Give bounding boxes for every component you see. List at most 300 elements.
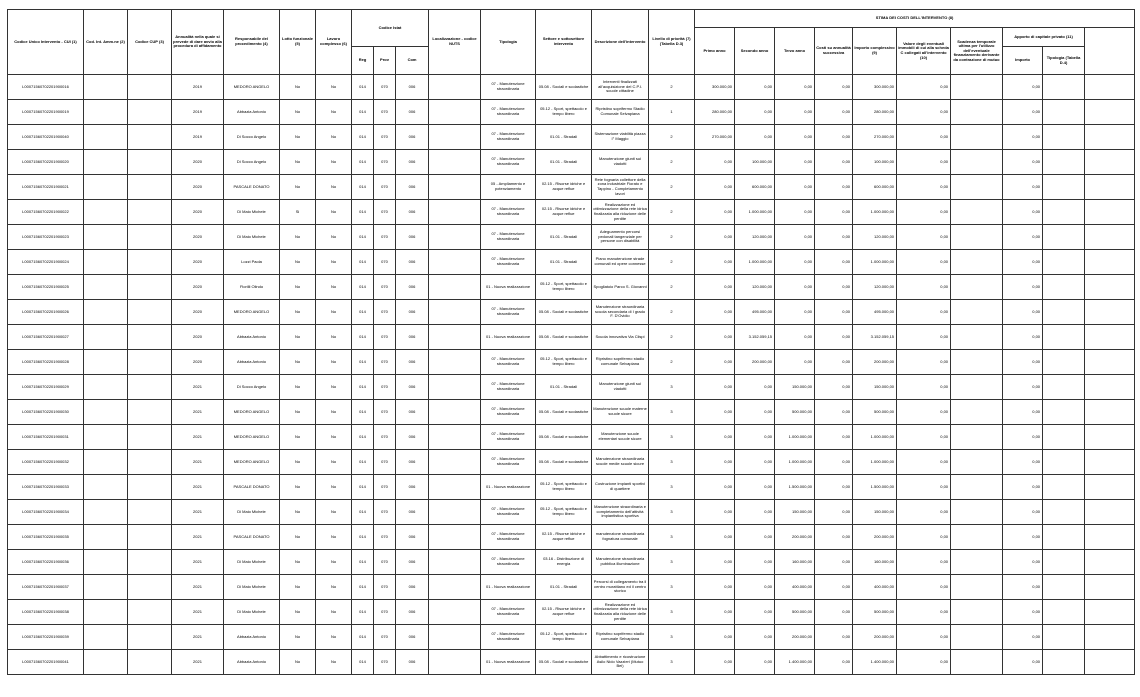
cell-lotto: No bbox=[280, 150, 316, 175]
cell-responsabile: Di Maio Michele bbox=[224, 200, 280, 225]
cell-com: 006 bbox=[396, 625, 429, 650]
cell-cup bbox=[128, 300, 172, 325]
cell-scadenza bbox=[951, 650, 1003, 675]
cell-settore: 03.16 - Distribuzione di energia bbox=[536, 550, 592, 575]
header-priorita: Livello di priorità (7) (Tabella D.3) bbox=[649, 10, 695, 75]
cell-immobili: 0,00 bbox=[897, 550, 951, 575]
cell-annualita-successiva: 0,00 bbox=[815, 450, 853, 475]
cell-cod-int bbox=[84, 200, 128, 225]
cell-descrizione: Manutenzione giunti sui viadotti bbox=[592, 375, 649, 400]
cell-lavoro: No bbox=[316, 100, 352, 125]
cell-primo-anno: 0,00 bbox=[695, 600, 735, 625]
cell-tipologia: 07 - Manutenzione straordinaria bbox=[481, 250, 536, 275]
cell-lotto: No bbox=[280, 575, 316, 600]
cell-tipologia: 07 - Manutenzione straordinaria bbox=[481, 600, 536, 625]
cell-annualita-successiva: 0,00 bbox=[815, 75, 853, 100]
cell-lavoro: No bbox=[316, 375, 352, 400]
cell-annualita: 2021 bbox=[172, 550, 224, 575]
cell-immobili: 0,00 bbox=[897, 100, 951, 125]
cell-lavoro: No bbox=[316, 575, 352, 600]
cell-lavoro: No bbox=[316, 350, 352, 375]
cell-annualita-successiva: 0,00 bbox=[815, 425, 853, 450]
cell-cui: L00071560702201900021 bbox=[8, 175, 84, 200]
cell-importo-complessivo: 200.000,00 bbox=[853, 625, 897, 650]
cell-importo-complessivo: 280.000,00 bbox=[853, 100, 897, 125]
cell-tipologia-privato bbox=[1043, 150, 1085, 175]
cell-primo-anno: 300.000,00 bbox=[695, 75, 735, 100]
cell-intervento-modifica bbox=[1085, 575, 1135, 600]
cell-prov: 070 bbox=[374, 200, 396, 225]
table-row bbox=[8, 225, 1135, 250]
cell-scadenza bbox=[951, 550, 1003, 575]
cell-importo-complessivo: 200.000,00 bbox=[853, 350, 897, 375]
cell-cod-int bbox=[84, 75, 128, 100]
table-header bbox=[8, 10, 1135, 75]
cell-cup bbox=[128, 525, 172, 550]
cell-descrizione: Adeguamento percorsi pedonali tangenziale per persone con disabilità bbox=[592, 225, 649, 250]
cell-lavoro: No bbox=[316, 450, 352, 475]
cell-primo-anno: 0,00 bbox=[695, 550, 735, 575]
cell-lotto: No bbox=[280, 300, 316, 325]
cell-nuts bbox=[429, 575, 481, 600]
cell-descrizione: Manutenzione straordinaria scuola secondaria di I grado F. D'Ovidio bbox=[592, 300, 649, 325]
cell-intervento-modifica bbox=[1085, 125, 1135, 150]
cell-scadenza bbox=[951, 600, 1003, 625]
cell-prov: 070 bbox=[374, 150, 396, 175]
cell-priorita: 2 bbox=[649, 75, 695, 100]
cell-reg: 014 bbox=[352, 225, 374, 250]
cell-prov: 070 bbox=[374, 650, 396, 675]
cell-tipologia: 01 - Nuova realizzazione bbox=[481, 650, 536, 675]
cell-prov: 070 bbox=[374, 425, 396, 450]
cell-cod-int bbox=[84, 250, 128, 275]
table-row bbox=[8, 75, 1135, 100]
cell-tipologia: 05 - Ampliamento e potenziamento bbox=[481, 175, 536, 200]
cell-descrizione: Manutenzione scuole materne scuole sicure bbox=[592, 400, 649, 425]
cell-nuts bbox=[429, 475, 481, 500]
cell-importo-complessivo: 500.000,00 bbox=[853, 600, 897, 625]
table-row bbox=[8, 625, 1135, 650]
cell-nuts bbox=[429, 350, 481, 375]
cell-annualita-successiva: 0,00 bbox=[815, 225, 853, 250]
cell-com: 006 bbox=[396, 600, 429, 625]
cell-descrizione: Interventi finalizzati all'acquisizione del C.P.I. scuole cittadine bbox=[592, 75, 649, 100]
cell-importo-complessivo: 100.000,00 bbox=[853, 150, 897, 175]
cell-primo-anno: 0,00 bbox=[695, 275, 735, 300]
cell-responsabile: PASCALE DONATO bbox=[224, 475, 280, 500]
cell-immobili: 0,00 bbox=[897, 375, 951, 400]
cell-cod-int bbox=[84, 425, 128, 450]
cell-cod-int bbox=[84, 375, 128, 400]
cell-importo-complessivo: 120.000,00 bbox=[853, 275, 897, 300]
cell-terzo-anno: 0,00 bbox=[775, 250, 815, 275]
cell-priorita: 2 bbox=[649, 175, 695, 200]
cell-importo-complessivo: 495.000,00 bbox=[853, 300, 897, 325]
cell-secondo-anno: 0,00 bbox=[735, 450, 775, 475]
cell-lavoro: No bbox=[316, 300, 352, 325]
cell-tipologia-privato bbox=[1043, 275, 1085, 300]
cell-responsabile: MEDORO ANGELO bbox=[224, 425, 280, 450]
cell-nuts bbox=[429, 300, 481, 325]
cell-scadenza bbox=[951, 450, 1003, 475]
cell-intervento-modifica bbox=[1085, 375, 1135, 400]
cell-annualita: 2020 bbox=[172, 200, 224, 225]
cell-intervento-modifica bbox=[1085, 500, 1135, 525]
cell-com: 006 bbox=[396, 450, 429, 475]
cell-com: 006 bbox=[396, 350, 429, 375]
cell-cui: L00071560702201900025 bbox=[8, 275, 84, 300]
cell-tipologia: 07 - Manutenzione straordinaria bbox=[481, 450, 536, 475]
cell-annualita-successiva: 0,00 bbox=[815, 525, 853, 550]
cell-annualita: 2021 bbox=[172, 425, 224, 450]
cell-tipologia: 07 - Manutenzione straordinaria bbox=[481, 125, 536, 150]
cell-responsabile: Di Maio Michele bbox=[224, 600, 280, 625]
cell-cod-int bbox=[84, 225, 128, 250]
cell-primo-anno: 0,00 bbox=[695, 150, 735, 175]
cell-secondo-anno: 0,00 bbox=[735, 575, 775, 600]
cell-nuts bbox=[429, 275, 481, 300]
cell-scadenza bbox=[951, 300, 1003, 325]
cell-annualita-successiva: 0,00 bbox=[815, 250, 853, 275]
cell-terzo-anno: 0,00 bbox=[775, 350, 815, 375]
cell-scadenza bbox=[951, 400, 1003, 425]
table-row bbox=[8, 400, 1135, 425]
cell-importo-complessivo: 150.000,00 bbox=[853, 375, 897, 400]
cell-secondo-anno: 0,00 bbox=[735, 500, 775, 525]
cell-annualita: 2020 bbox=[172, 300, 224, 325]
cell-tipologia-privato bbox=[1043, 650, 1085, 675]
cell-immobili: 0,00 bbox=[897, 125, 951, 150]
cell-responsabile: Abbazia Antonio bbox=[224, 625, 280, 650]
cell-tipologia: 07 - Manutenzione straordinaria bbox=[481, 350, 536, 375]
cell-cup bbox=[128, 225, 172, 250]
cell-cui: L00071560702201900037 bbox=[8, 575, 84, 600]
header-annualita: Annualità nella quale si prevede di dare avvio alla procedura di affidamento bbox=[172, 10, 224, 75]
cell-settore: 05.08 - Sociali e scolastiche bbox=[536, 75, 592, 100]
cell-importo-privato: 0,00 bbox=[1003, 550, 1043, 575]
cell-settore: 05.12 - Sport, spettacolo e tempo libero bbox=[536, 625, 592, 650]
cell-nuts bbox=[429, 450, 481, 475]
cell-nuts bbox=[429, 625, 481, 650]
cell-cod-int bbox=[84, 175, 128, 200]
cell-importo-complessivo: 3.152.059,15 bbox=[853, 325, 897, 350]
cell-tipologia: 07 - Manutenzione straordinaria bbox=[481, 425, 536, 450]
cell-immobili: 0,00 bbox=[897, 175, 951, 200]
cell-annualita: 2019 bbox=[172, 100, 224, 125]
cell-cui: L00071560702201900027 bbox=[8, 325, 84, 350]
cell-prov: 070 bbox=[374, 575, 396, 600]
table-row bbox=[8, 300, 1135, 325]
cell-annualita: 2020 bbox=[172, 350, 224, 375]
cell-descrizione: manutenzione straordinaria fognatura comunale bbox=[592, 525, 649, 550]
cell-lavoro: No bbox=[316, 200, 352, 225]
cell-descrizione: Manutenzione giunti sui viadotti bbox=[592, 150, 649, 175]
cell-reg: 014 bbox=[352, 150, 374, 175]
cell-priorita: 3 bbox=[649, 500, 695, 525]
cell-primo-anno: 0,00 bbox=[695, 225, 735, 250]
cell-lavoro: No bbox=[316, 475, 352, 500]
cell-descrizione: Abbattimento e ricostruzione Asilo Nido Vazzieri (Mutuo Bei) bbox=[592, 650, 649, 675]
cell-prov: 070 bbox=[374, 400, 396, 425]
cell-cod-int bbox=[84, 575, 128, 600]
table-row bbox=[8, 450, 1135, 475]
cell-cui: L00071560702201900020 bbox=[8, 150, 84, 175]
cell-importo-privato: 0,00 bbox=[1003, 650, 1043, 675]
cell-intervento-modifica bbox=[1085, 75, 1135, 100]
cell-responsabile: PASCALE DONATO bbox=[224, 175, 280, 200]
cell-reg: 014 bbox=[352, 575, 374, 600]
cell-terzo-anno: 0,00 bbox=[775, 175, 815, 200]
cell-secondo-anno: 495.000,00 bbox=[735, 300, 775, 325]
cell-intervento-modifica bbox=[1085, 425, 1135, 450]
cell-lotto: No bbox=[280, 275, 316, 300]
cell-cui: L00071560702201900024 bbox=[8, 250, 84, 275]
cell-nuts bbox=[429, 175, 481, 200]
cell-immobili: 0,00 bbox=[897, 625, 951, 650]
cell-importo-complessivo: 160.000,00 bbox=[853, 550, 897, 575]
cell-tipologia: 07 - Manutenzione straordinaria bbox=[481, 625, 536, 650]
cell-tipologia-privato bbox=[1043, 175, 1085, 200]
cell-importo-privato: 0,00 bbox=[1003, 350, 1043, 375]
cell-com: 006 bbox=[396, 500, 429, 525]
cell-terzo-anno: 1.500.000,00 bbox=[775, 475, 815, 500]
cell-com: 006 bbox=[396, 575, 429, 600]
cell-prov: 070 bbox=[374, 350, 396, 375]
cell-annualita-successiva: 0,00 bbox=[815, 625, 853, 650]
cell-lavoro: No bbox=[316, 550, 352, 575]
cell-scadenza bbox=[951, 575, 1003, 600]
header-lavoro: Lavoro complesso (6) bbox=[316, 10, 352, 75]
cell-annualita: 2021 bbox=[172, 575, 224, 600]
cell-lavoro: No bbox=[316, 150, 352, 175]
cell-importo-complessivo: 400.000,00 bbox=[853, 575, 897, 600]
cell-responsabile: MEDORO ANGELO bbox=[224, 400, 280, 425]
cell-cup bbox=[128, 325, 172, 350]
cell-annualita: 2021 bbox=[172, 600, 224, 625]
cell-immobili: 0,00 bbox=[897, 650, 951, 675]
cell-prov: 070 bbox=[374, 100, 396, 125]
cell-responsabile: Di Maio Michele bbox=[224, 550, 280, 575]
cell-priorita: 3 bbox=[649, 650, 695, 675]
header-nuts: Localizzazione - codice NUTS bbox=[429, 10, 481, 75]
cell-primo-anno: 0,00 bbox=[695, 525, 735, 550]
cell-settore: 01.01 - Stradali bbox=[536, 150, 592, 175]
cell-tipologia-privato bbox=[1043, 75, 1085, 100]
cell-reg: 014 bbox=[352, 475, 374, 500]
cell-terzo-anno: 500.000,00 bbox=[775, 600, 815, 625]
cell-terzo-anno: 0,00 bbox=[775, 200, 815, 225]
cell-priorita: 3 bbox=[649, 600, 695, 625]
cell-prov: 070 bbox=[374, 175, 396, 200]
cell-nuts bbox=[429, 125, 481, 150]
cell-cup bbox=[128, 400, 172, 425]
cell-importo-complessivo: 300.000,00 bbox=[853, 75, 897, 100]
cell-settore: 05.08 - Sociali e scolastiche bbox=[536, 300, 592, 325]
cell-annualita-successiva: 0,00 bbox=[815, 150, 853, 175]
cell-importo-complessivo: 1.000.000,00 bbox=[853, 250, 897, 275]
cell-immobili: 0,00 bbox=[897, 350, 951, 375]
cell-primo-anno: 280.000,00 bbox=[695, 100, 735, 125]
cell-nuts bbox=[429, 75, 481, 100]
cell-primo-anno: 0,00 bbox=[695, 475, 735, 500]
cell-secondo-anno: 0,00 bbox=[735, 400, 775, 425]
cell-tipologia: 07 - Manutenzione straordinaria bbox=[481, 550, 536, 575]
cell-cod-int bbox=[84, 325, 128, 350]
cell-cui: L00071560702201900038 bbox=[8, 600, 84, 625]
cell-importo-privato: 0,00 bbox=[1003, 300, 1043, 325]
cell-descrizione: Piano manutenzione strade comunali ed opere connesse bbox=[592, 250, 649, 275]
cell-cod-int bbox=[84, 150, 128, 175]
cell-annualita-successiva: 0,00 bbox=[815, 500, 853, 525]
cell-intervento-modifica bbox=[1085, 650, 1135, 675]
table-body bbox=[8, 75, 1135, 675]
cell-prov: 070 bbox=[374, 275, 396, 300]
cell-annualita-successiva: 0,00 bbox=[815, 650, 853, 675]
cell-descrizione: Scuola innovativa Via Clispi bbox=[592, 325, 649, 350]
cell-primo-anno: 0,00 bbox=[695, 300, 735, 325]
cell-terzo-anno: 150.000,00 bbox=[775, 500, 815, 525]
cell-secondo-anno: 0,00 bbox=[735, 100, 775, 125]
cell-intervento-modifica bbox=[1085, 150, 1135, 175]
table-row bbox=[8, 325, 1135, 350]
cell-responsabile: Abbazia Antonio bbox=[224, 350, 280, 375]
cell-com: 006 bbox=[396, 325, 429, 350]
cell-nuts bbox=[429, 600, 481, 625]
cell-descrizione: Manutenzione straordinaria pubblica illuminazione bbox=[592, 550, 649, 575]
cell-cui: L00071560702201900030 bbox=[8, 400, 84, 425]
cell-annualita-successiva: 0,00 bbox=[815, 375, 853, 400]
cell-descrizione: Manutenzione straordinaria e completamento dell'attività impiantistica sportiva bbox=[592, 500, 649, 525]
cell-priorita: 3 bbox=[649, 475, 695, 500]
header-prov: Prov bbox=[374, 47, 396, 75]
cell-intervento-modifica bbox=[1085, 100, 1135, 125]
cell-reg: 014 bbox=[352, 400, 374, 425]
cell-primo-anno: 0,00 bbox=[695, 650, 735, 675]
cell-importo-complessivo: 200.000,00 bbox=[853, 525, 897, 550]
header-settore: Settore e sottosettore intervento bbox=[536, 10, 592, 75]
cell-primo-anno: 0,00 bbox=[695, 350, 735, 375]
cell-cup bbox=[128, 500, 172, 525]
cell-annualita: 2021 bbox=[172, 525, 224, 550]
cell-settore: 02.15 - Risorse idriche e acque reflue bbox=[536, 200, 592, 225]
cell-cod-int bbox=[84, 650, 128, 675]
cell-terzo-anno: 0,00 bbox=[775, 325, 815, 350]
cell-priorita: 3 bbox=[649, 525, 695, 550]
cell-terzo-anno: 160.000,00 bbox=[775, 550, 815, 575]
cell-cui: L00071560702201900039 bbox=[8, 625, 84, 650]
cell-cod-int bbox=[84, 450, 128, 475]
cell-nuts bbox=[429, 425, 481, 450]
cell-secondo-anno: 3.152.059,15 bbox=[735, 325, 775, 350]
cell-importo-complessivo: 270.000,00 bbox=[853, 125, 897, 150]
cell-priorita: 2 bbox=[649, 225, 695, 250]
cell-lotto: No bbox=[280, 500, 316, 525]
table-row bbox=[8, 575, 1135, 600]
cell-intervento-modifica bbox=[1085, 325, 1135, 350]
cell-reg: 014 bbox=[352, 525, 374, 550]
cell-tipologia: 07 - Manutenzione straordinaria bbox=[481, 500, 536, 525]
cell-lavoro: No bbox=[316, 625, 352, 650]
cell-lotto: No bbox=[280, 100, 316, 125]
cell-reg: 014 bbox=[352, 625, 374, 650]
cell-intervento-modifica bbox=[1085, 550, 1135, 575]
cell-importo-privato: 0,00 bbox=[1003, 275, 1043, 300]
cell-tipologia: 07 - Manutenzione straordinaria bbox=[481, 525, 536, 550]
cell-cod-int bbox=[84, 125, 128, 150]
cell-terzo-anno: 0,00 bbox=[775, 225, 815, 250]
cell-secondo-anno: 0,00 bbox=[735, 525, 775, 550]
cell-com: 006 bbox=[396, 375, 429, 400]
cell-prov: 070 bbox=[374, 625, 396, 650]
cell-priorita: 1 bbox=[649, 100, 695, 125]
cell-cup bbox=[128, 125, 172, 150]
cell-cup bbox=[128, 550, 172, 575]
cell-immobili: 0,00 bbox=[897, 275, 951, 300]
cell-priorita: 3 bbox=[649, 575, 695, 600]
cell-reg: 014 bbox=[352, 175, 374, 200]
header-responsabile: Responsabile del procedimento (4) bbox=[224, 10, 280, 75]
cell-settore: 01.01 - Stradali bbox=[536, 225, 592, 250]
header-int: Cod. Int. Amm.ne (2) bbox=[84, 10, 128, 75]
cell-annualita: 2021 bbox=[172, 400, 224, 425]
cell-secondo-anno: 1.000.000,00 bbox=[735, 250, 775, 275]
cell-prov: 070 bbox=[374, 450, 396, 475]
cell-lotto: No bbox=[280, 325, 316, 350]
cell-tipologia-privato bbox=[1043, 200, 1085, 225]
cell-settore: 02.15 - Risorse idriche e acque reflue bbox=[536, 525, 592, 550]
cell-importo-complessivo: 1.500.000,00 bbox=[853, 475, 897, 500]
cell-cup bbox=[128, 250, 172, 275]
cell-prov: 070 bbox=[374, 75, 396, 100]
cell-lotto: No bbox=[280, 225, 316, 250]
cell-lotto: No bbox=[280, 425, 316, 450]
cell-importo-privato: 0,00 bbox=[1003, 325, 1043, 350]
cell-intervento-modifica bbox=[1085, 525, 1135, 550]
cell-responsabile: Di Maio Michele bbox=[224, 225, 280, 250]
table-row bbox=[8, 650, 1135, 675]
cell-scadenza bbox=[951, 525, 1003, 550]
cell-annualita-successiva: 0,00 bbox=[815, 125, 853, 150]
header-reg: Reg bbox=[352, 47, 374, 75]
cell-lavoro: No bbox=[316, 425, 352, 450]
cell-reg: 014 bbox=[352, 75, 374, 100]
cell-settore: 05.12 - Sport, spettacolo e tempo libero bbox=[536, 475, 592, 500]
cell-nuts bbox=[429, 150, 481, 175]
cell-responsabile: MEDORO ANGELO bbox=[224, 75, 280, 100]
cell-reg: 014 bbox=[352, 500, 374, 525]
cell-annualita: 2021 bbox=[172, 450, 224, 475]
cell-lotto: No bbox=[280, 625, 316, 650]
cell-com: 006 bbox=[396, 400, 429, 425]
header-tipologia-privato: Tipologia (Tabella D.4) bbox=[1043, 47, 1085, 75]
cell-importo-privato: 0,00 bbox=[1003, 400, 1043, 425]
cell-responsabile: Di Socco Angelo bbox=[224, 125, 280, 150]
cell-com: 006 bbox=[396, 550, 429, 575]
cell-tipologia-privato bbox=[1043, 375, 1085, 400]
cell-lotto: No bbox=[280, 400, 316, 425]
cell-intervento-modifica bbox=[1085, 400, 1135, 425]
cell-lotto: No bbox=[280, 525, 316, 550]
cell-primo-anno: 0,00 bbox=[695, 250, 735, 275]
cell-importo-privato: 0,00 bbox=[1003, 150, 1043, 175]
cell-descrizione: Manutenzione straordinaria scuole medie scuole sicure bbox=[592, 450, 649, 475]
cell-importo-privato: 0,00 bbox=[1003, 625, 1043, 650]
cell-importo-privato: 0,00 bbox=[1003, 600, 1043, 625]
cell-cod-int bbox=[84, 475, 128, 500]
cell-descrizione: Spogliatoio Parco S. Giovanni bbox=[592, 275, 649, 300]
cell-immobili: 0,00 bbox=[897, 575, 951, 600]
cell-annualita-successiva: 0,00 bbox=[815, 475, 853, 500]
